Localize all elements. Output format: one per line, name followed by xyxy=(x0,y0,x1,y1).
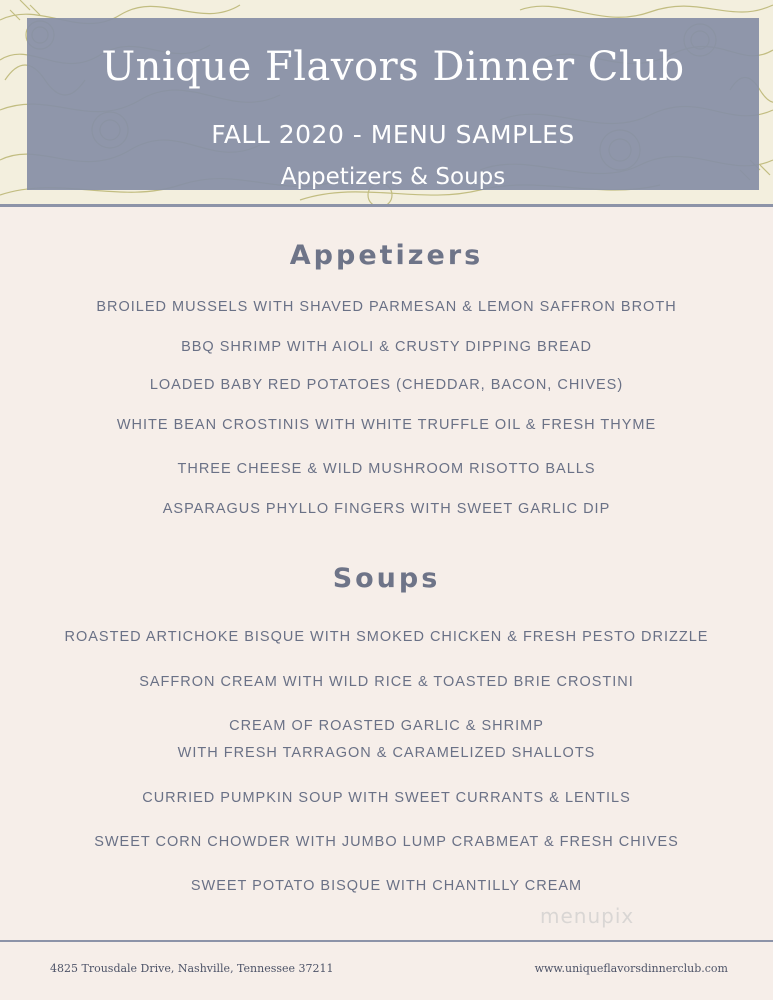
menu-item: CURRIED PUMPKIN SOUP WITH SWEET CURRANTS & LENTILS xyxy=(142,790,631,806)
footer-address: 4825 Trousdale Drive, Nashville, Tennessee 37211 xyxy=(50,962,334,975)
header-banner xyxy=(0,0,773,205)
menu-item: SAFFRON CREAM WITH WILD RICE & TOASTED BRIE CROSTINI xyxy=(139,674,634,690)
menu-item: BBQ SHRIMP WITH AIOLI & CRUSTY DIPPING BREAD xyxy=(181,339,592,355)
appetizers-heading: Appetizers xyxy=(289,240,484,271)
footer-website-link[interactable]: www.uniqueflavorsdinnerclub.com xyxy=(534,962,728,975)
menu-item: SWEET CORN CHOWDER WITH JUMBO LUMP CRABMEAT & FRESH CHIVES xyxy=(94,834,679,850)
menu-item: LOADED BABY RED POTATOES (CHEDDAR, BACON, CHIVES) xyxy=(149,377,624,393)
club-name: Unique Flavors Dinner Club xyxy=(101,44,685,90)
menu-title: FALL 2020 - MENU SAMPLES xyxy=(211,120,575,149)
menu-item: WHITE BEAN CROSTINIS WITH WHITE TRUFFLE OIL & FRESH THYME xyxy=(116,417,657,433)
soups-heading: Soups xyxy=(332,563,441,594)
footer-divider xyxy=(0,940,773,942)
title-box xyxy=(27,18,759,190)
menu-item: BROILED MUSSELS WITH SHAVED PARMESAN & LEMON SAFFRON BROTH xyxy=(96,299,677,315)
menupix-watermark: menupix xyxy=(540,904,635,928)
menu-item: ROASTED ARTICHOKE BISQUE WITH SMOKED CHICKEN & FRESH PESTO DRIZZLE xyxy=(64,629,709,645)
menu-item: THREE CHEESE & WILD MUSHROOM RISOTTO BALLS xyxy=(177,461,596,477)
menu-item: SWEET POTATO BISQUE WITH CHANTILLY CREAM xyxy=(190,878,583,894)
menu-item-continued: WITH FRESH TARRAGON & CARAMELIZED SHALLOTS xyxy=(177,745,596,761)
menu-item: CREAM OF ROASTED GARLIC & SHRIMP xyxy=(229,718,544,734)
menu-item: ASPARAGUS PHYLLO FINGERS WITH SWEET GARLIC DIP xyxy=(162,501,611,517)
menu-section-subtitle: Appetizers & Soups xyxy=(280,164,506,190)
header-divider xyxy=(0,204,773,207)
